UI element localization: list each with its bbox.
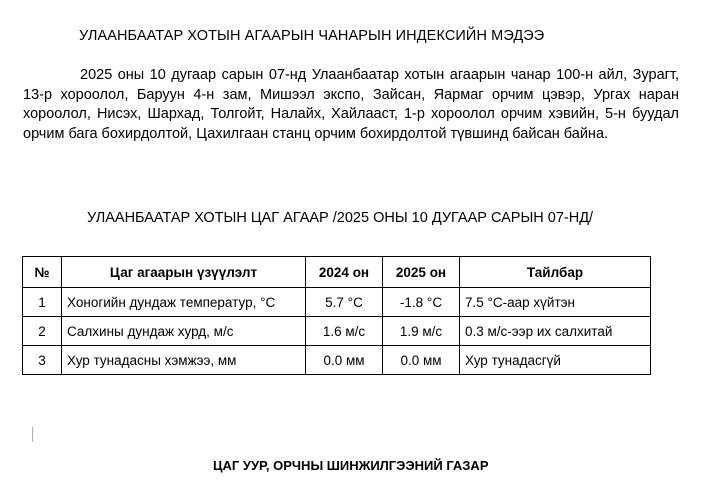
row-number: 3: [23, 346, 62, 375]
row-value-2024: 1.6 м/с: [306, 317, 383, 346]
air-quality-paragraph: 2025 оны 10 дугаар сарын 07-нд Улаанбаатар хотын агаарын чанар 100-н айл, Зурагт, 13-р хороолол, Баруун 4-н зам, Мишээл экспо, Зайсан, Яармаг орчим цэвэр, Ургах наран хороолол, Нисэх, Шархад, Толгойт, Налайх, Хайлааст, 1-р хороолол орчим хэвийн, 5-н буудал орчим бага бохирдолтой, Цахилгаан станц орчим бохирдолтой түвшинд байсан байна.: [23, 67, 679, 142]
row-value-2024: 5.7 °С: [306, 288, 383, 317]
header-2024: 2024 он: [306, 257, 383, 288]
table-row: [23, 317, 651, 346]
row-note: Хур тунадасгүй: [460, 346, 651, 375]
row-note: 7.5 °С-аар хүйтэн: [460, 288, 651, 317]
row-value-2025: 0.0 мм: [383, 346, 460, 375]
header-2025: 2025 он: [383, 257, 460, 288]
weather-table: [22, 256, 651, 375]
row-value-2025: -1.8 °С: [383, 288, 460, 317]
row-value-2024: 0.0 мм: [306, 346, 383, 375]
table-row: [23, 288, 651, 317]
table-row: [23, 346, 651, 375]
row-indicator: Хур тунадасны хэмжээ, мм: [62, 346, 306, 375]
header-number: №: [23, 257, 62, 288]
header-note: Тайлбар: [460, 257, 651, 288]
row-note: 0.3 м/с-ээр их салхитай: [460, 317, 651, 346]
row-number: 1: [23, 288, 62, 317]
row-indicator: Салхины дундаж хурд, м/с: [62, 317, 306, 346]
row-value-2025: 1.9 м/с: [383, 317, 460, 346]
row-indicator: Хоногийн дундаж температур, °С: [62, 288, 306, 317]
header-indicator: Цаг агаарын үзүүлэлт: [62, 257, 306, 288]
row-number: 2: [23, 317, 62, 346]
report-title: УЛААНБААТАР ХОТЫН АГААРЫН ЧАНАРЫН ИНДЕКСИЙН МЭДЭЭ: [79, 28, 545, 44]
weather-title: УЛААНБААТАР ХОТЫН ЦАГ АГААР /2025 ОНЫ 10 ДУГААР САРЫН 07-НД/: [87, 210, 594, 226]
text-cursor: [32, 427, 33, 442]
table-header-row: [23, 257, 651, 288]
agency-signature: ЦАГ УУР, ОРЧНЫ ШИНЖИЛГЭЭНИЙ ГАЗАР: [213, 458, 489, 473]
